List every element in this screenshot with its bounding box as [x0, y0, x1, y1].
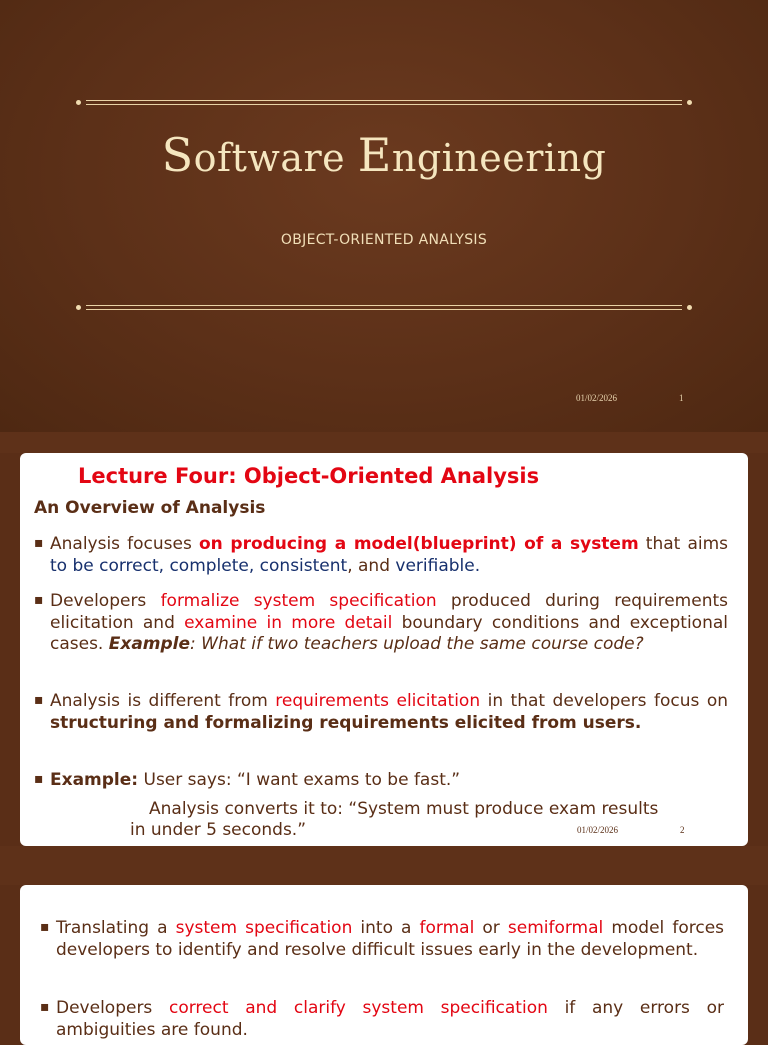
top-double-rule: [76, 100, 692, 106]
bullet-marker: ▪: [34, 592, 44, 608]
bullet-item: ▪ Developers correct and clarify system specification if any errors or ambiguities are found.: [40, 998, 724, 1040]
bullet-item: ▪ Analysis is different from requirements elicitation in that developers focus on structuring and formalizing requirements elicited from users.: [34, 691, 729, 733]
slide-date: 01/02/2026: [577, 825, 619, 835]
rule-dot: [76, 305, 81, 310]
lecture-heading: Lecture Four: Object-Oriented Analysis: [78, 464, 540, 488]
slide-subtitle: OBJECT-ORIENTED ANALYSIS: [280, 232, 488, 248]
slide-number: 2: [680, 825, 685, 835]
rule-line: [86, 100, 682, 101]
bottom-double-rule: [76, 305, 692, 311]
rule-dot: [687, 100, 692, 105]
slide-title: Software Engineering: [161, 128, 607, 182]
slide-gap: [0, 846, 768, 885]
bullet-marker: ▪: [34, 692, 44, 708]
rule-line: [86, 104, 682, 105]
rule-line: [86, 305, 682, 306]
rule-line: [86, 309, 682, 310]
bullet-marker: ▪: [40, 919, 50, 935]
slide-number: 1: [679, 393, 684, 403]
bullet-marker: ▪: [34, 535, 44, 551]
bullet-item: ▪ Developers formalize system specification produced during requirements elicitation and examine in more detail boundary conditions and exceptional cases. Example: What if two teachers upload the same course code?: [34, 591, 728, 654]
rule-dot: [76, 100, 81, 105]
slide-gap: [0, 432, 768, 453]
bullet-item: ▪ Analysis focuses on producing a model(blueprint) of a system that aims to be correct, complete, consistent, and verifiable.: [34, 534, 729, 576]
bullet-item: ▪ Example: User says: “I want exams to be fast.”: [34, 770, 461, 790]
content-slide-2: [20, 453, 748, 846]
slide-date: 01/02/2026: [576, 393, 618, 403]
bullet-item: ▪ Translating a system specification into a formal or semiformal model forces developers to identify and resolve difficult issues early in the development.: [40, 918, 725, 960]
bullet-marker: ▪: [40, 999, 50, 1015]
rule-dot: [687, 305, 692, 310]
content-slide-3: [20, 885, 748, 1045]
example-conversion: Analysis converts it to: “System must produce exam results in under 5 seconds.”: [130, 799, 659, 840]
section-heading: An Overview of Analysis: [34, 498, 266, 518]
bullet-marker: ▪: [34, 771, 44, 787]
title-slide: [0, 0, 768, 432]
